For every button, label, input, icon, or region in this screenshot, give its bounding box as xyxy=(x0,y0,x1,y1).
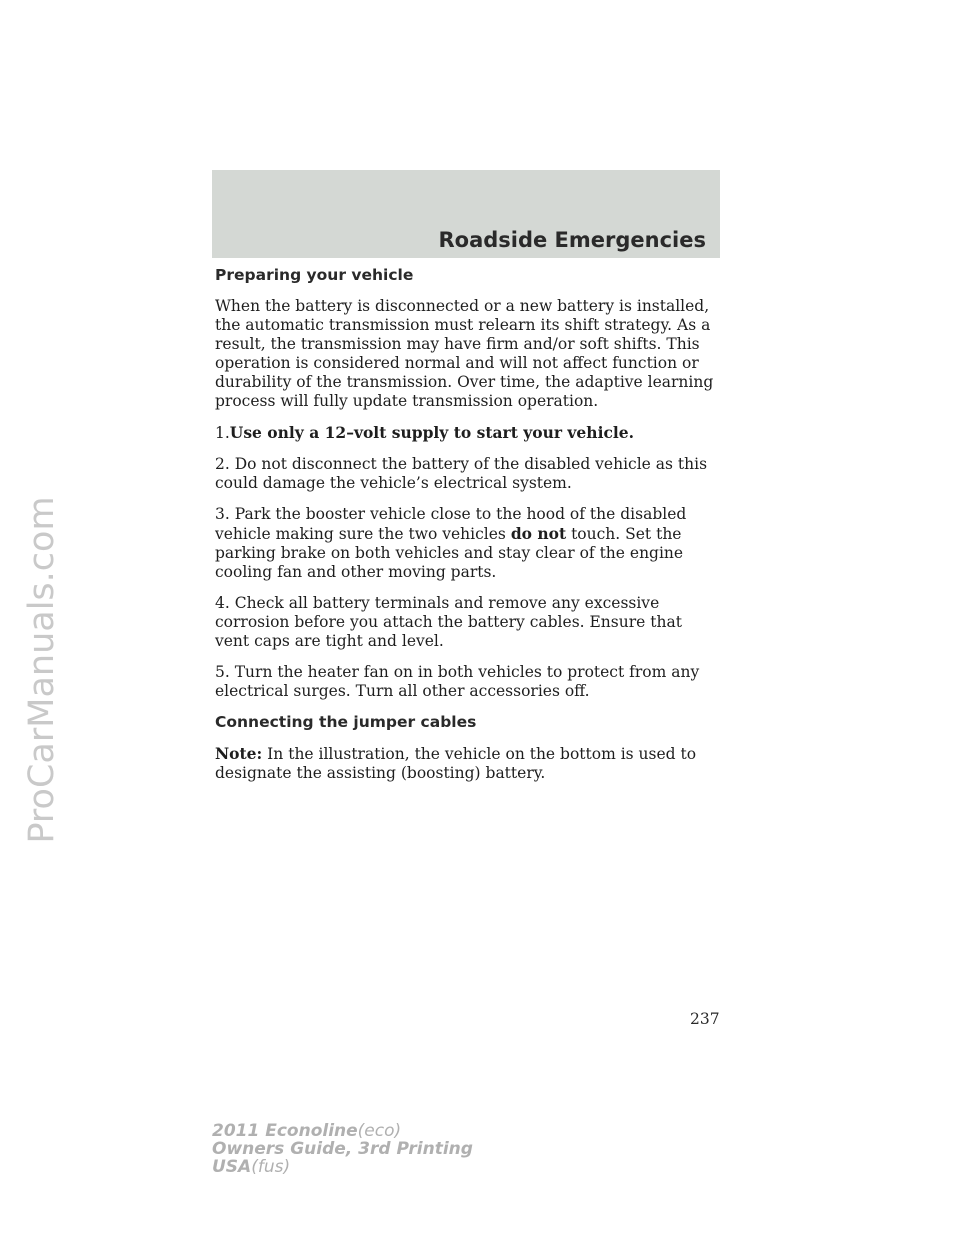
watermark-text: ProCarManuals.com xyxy=(22,496,62,844)
page-number: 237 xyxy=(690,1010,720,1028)
note-text: In the illustration, the vehicle on the bottom is used to designate the assisting (boosting) battery. xyxy=(215,745,697,782)
footer-line-3 xyxy=(212,1158,473,1176)
footer-line-1 xyxy=(212,1122,473,1140)
step-3 xyxy=(215,505,720,582)
footer-model-code: (eco) xyxy=(357,1121,402,1141)
heading-preparing-vehicle: Preparing your vehicle xyxy=(215,266,414,284)
heading-connecting-cables: Connecting the jumper cables xyxy=(215,713,477,731)
note-paragraph xyxy=(215,744,720,783)
step-5: 5. Turn the heater fan on in both vehicles to protect from any electrical surges. Turn all other accessories off. xyxy=(215,663,700,700)
document-footer xyxy=(212,1122,473,1176)
note-label: Note: xyxy=(215,744,263,763)
step-2: 2. Do not disconnect the battery of the disabled vehicle as this could damage the vehicle’s electrical system. xyxy=(215,455,708,492)
step-1 xyxy=(215,423,720,443)
step-3-emphasis: do not xyxy=(510,524,567,543)
footer-region: USA xyxy=(212,1157,252,1177)
watermark xyxy=(14,360,70,980)
footer-region-code: (fus) xyxy=(251,1157,291,1177)
step-3-after: touch. Set the parking brake on both vehicles and stay clear of the engine cooling fan and other moving parts. xyxy=(215,525,684,581)
section-title: Roadside Emergencies xyxy=(438,228,706,252)
step-1-number: 1. xyxy=(215,424,230,442)
page-content xyxy=(215,266,720,795)
section-header xyxy=(212,170,720,258)
step-1-text: Use only a 12–volt supply to start your vehicle. xyxy=(229,423,635,442)
footer-line-2: Owners Guide, 3rd Printing xyxy=(212,1139,473,1159)
footer-model: 2011 Econoline xyxy=(212,1121,358,1141)
step-4: 4. Check all battery terminals and remove any excessive corrosion before you attach the battery cables. Ensure that vent caps are tight and level. xyxy=(215,594,682,650)
intro-paragraph: When the battery is disconnected or a new battery is installed, the automatic transmission must relearn its shift strategy. As a result, the transmission may have firm and/or soft shifts. This operation is considered normal and will not affect function or durability of the transmission. Over time, the adaptive learning process will fully update transmission operation. xyxy=(215,297,714,410)
step-3-before: 3. Park the booster vehicle close to the hood of the disabled vehicle making sure the two vehicles xyxy=(215,505,687,543)
